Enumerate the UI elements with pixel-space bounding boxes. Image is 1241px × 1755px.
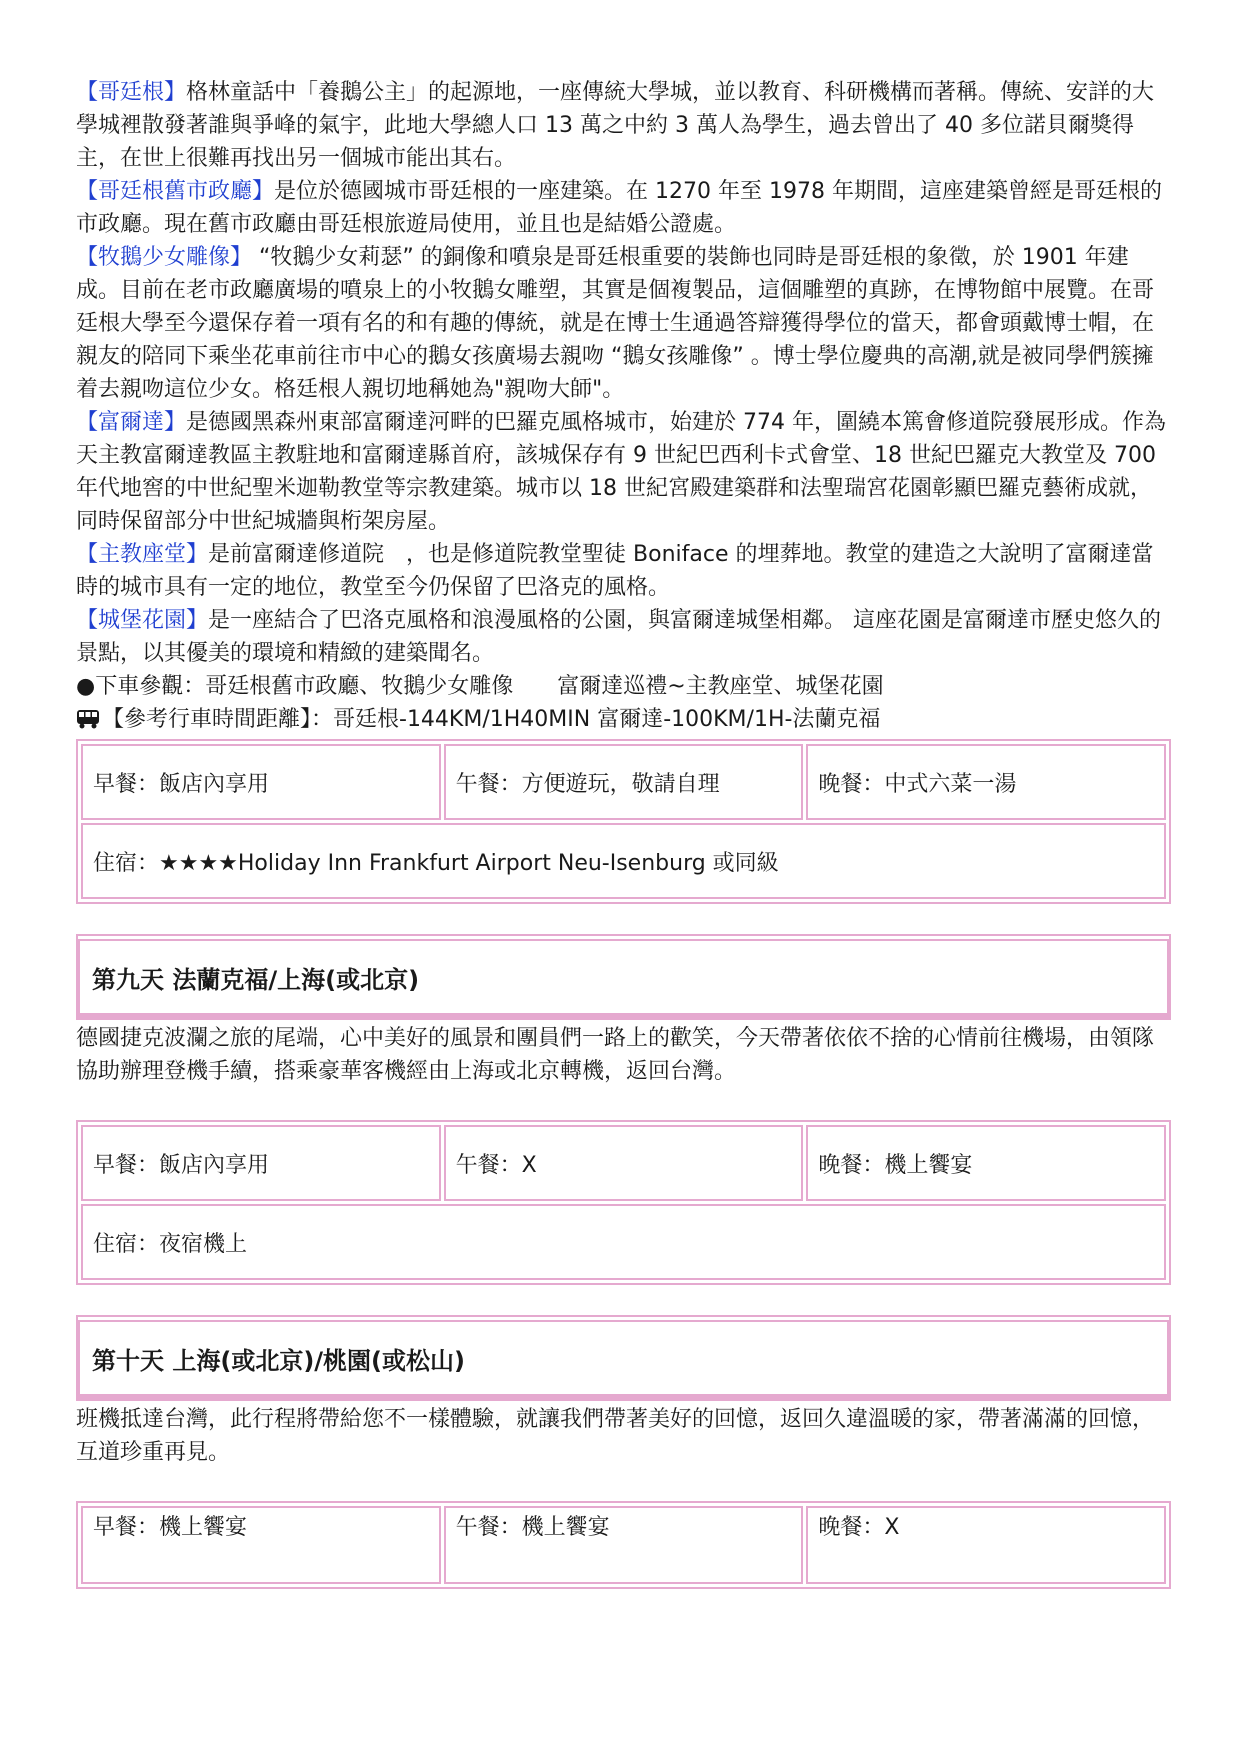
attraction-label: 【富爾達】 <box>76 410 187 435</box>
lunch-cell: 午餐：機上饗宴 <box>444 1506 804 1584</box>
attraction-text: 是前富爾達修道院 ，也是修道院教堂聖徒 Boniface 的埋葬地。教堂的建造之大說明了富爾達當時的城市具有一定的地位，教堂至今仍保留了巴洛克的風格。 <box>76 542 1154 600</box>
attraction-fulda <box>76 406 1171 538</box>
hotel-cell: 住宿：夜宿機上 <box>81 1204 1166 1280</box>
breakfast-cell: 早餐：機上饗宴 <box>81 1506 441 1584</box>
attraction-label: 【主教座堂】 <box>76 542 209 567</box>
lunch-cell: 午餐：方便遊玩，敬請自理 <box>444 744 804 820</box>
attraction-cathedral <box>76 538 1171 604</box>
day10-title: 第十天 上海(或北京)/桃園(或松山) <box>78 1320 1169 1399</box>
lunch-cell: 午餐：X <box>444 1125 804 1201</box>
attraction-text: 格林童話中「養鵝公主」的起源地，一座傳統大學城，並以教育、科研機構而著稱。傳統、安詳的大學城裡散發著誰與爭峰的氣宇，此地大學總人口 13 萬之中約 3 萬人為學生，過去曾出了 40 多位諾貝爾獎得主，在世上很難再找出另一個城市能出其右。 <box>76 80 1155 171</box>
day10-description: 班機抵達台灣，此行程將帶給您不一樣體驗，就讓我們帶著美好的回憶，返回久違溫暖的家，帶著滿滿的回憶，互道珍重再見。 <box>76 1407 1155 1465</box>
drive-time-line <box>76 703 1171 736</box>
bus-icon <box>76 709 100 729</box>
breakfast-cell: 早餐：飯店內享用 <box>81 744 441 820</box>
day10-meal-table <box>76 1501 1171 1589</box>
hotel-cell: 住宿：★★★★Holiday Inn Frankfurt Airport Neu-Isenburg 或同級 <box>81 823 1166 899</box>
day10-header <box>76 1315 1171 1401</box>
attraction-old-town-hall <box>76 175 1171 241</box>
visit-line: ●下車參觀：哥廷根舊市政廳、牧鵝少女雕像 富爾達巡禮~主教座堂、城堡花園 <box>76 674 884 699</box>
itinerary-page <box>76 76 1171 1589</box>
attraction-text: “牧鵝少女莉瑟” 的銅像和噴泉是哥廷根重要的裝飾也同時是哥廷根的象徵，於 1901 年建成。目前在老市政廳廣場的噴泉上的小牧鵝女雕塑，其實是個複製品，這個雕塑的真跡，在博物館中展覽。在哥廷根大學至今還保存着一項有名的和有趣的傳統，就是在博士生通過答辯獲得學位的當天，都會頭戴博士帽，在親友的陪同下乘坐花車前往市中心的鵝女孩廣場去親吻 “鵝女孩雕像” 。博士學位慶典的高潮,就是被同學們簇擁着去親吻這位少女。格廷根人親切地稱她為"親吻大師"。 <box>76 245 1155 402</box>
day9-header <box>76 934 1171 1020</box>
dinner-cell: 晚餐：X <box>806 1506 1166 1584</box>
day9-title: 第九天 法蘭克福/上海(或北京) <box>78 939 1169 1018</box>
dinner-cell: 晚餐：機上饗宴 <box>806 1125 1166 1201</box>
day8-meal-table <box>76 739 1171 904</box>
drive-time-text: 【參考行車時間距離】：哥廷根-144KM/1H40MIN 富爾達-100KM/1H-法蘭克福 <box>102 707 881 732</box>
attractions-section <box>76 76 1171 736</box>
attraction-text: 是位於德國城市哥廷根的一座建築。在 1270 年至 1978 年期間，這座建築曾經是哥廷根的市政廳。現在舊市政廳由哥廷根旅遊局使用，並且也是結婚公證處。 <box>76 179 1162 237</box>
attraction-castle-garden <box>76 604 1171 670</box>
attraction-text: 是一座結合了巴洛克風格和浪漫風格的公園，與富爾達城堡相鄰。 這座花園是富爾達市歷史悠久的景點，以其優美的環境和精緻的建築聞名。 <box>76 608 1162 666</box>
attraction-label: 【牧鵝少女雕像】 <box>76 245 253 270</box>
dinner-cell: 晚餐：中式六菜一湯 <box>806 744 1166 820</box>
attraction-label: 【城堡花園】 <box>76 608 209 633</box>
day9-description: 德國捷克波瀾之旅的尾端，心中美好的風景和團員們一路上的歡笑，今天帶著依依不捨的心情前往機場，由領隊協助辦理登機手續，搭乘豪華客機經由上海或北京轉機，返回台灣。 <box>76 1026 1155 1084</box>
day9-meal-table <box>76 1120 1171 1285</box>
attraction-goettingen <box>76 76 1171 175</box>
attraction-text: 是德國黑森州東部富爾達河畔的巴羅克風格城市，始建於 774 年，圍繞本篤會修道院發展形成。作為天主教富爾達教區主教駐地和富爾達縣首府，該城保存有 9 世紀巴西利卡式會堂、18 世紀巴羅克大教堂及 700 年代地窖的中世紀聖米迦勒教堂等宗教建築。城市以 18 世紀宮殿建築群和法聖瑞宮花園彰顯巴羅克藝術成就，同時保留部分中世紀城牆與桁架房屋。 <box>76 410 1166 534</box>
attraction-label: 【哥廷根】 <box>76 80 187 105</box>
attraction-label: 【哥廷根舊市政廳】 <box>76 179 275 204</box>
attraction-goose-girl <box>76 241 1171 406</box>
breakfast-cell: 早餐：飯店內享用 <box>81 1125 441 1201</box>
